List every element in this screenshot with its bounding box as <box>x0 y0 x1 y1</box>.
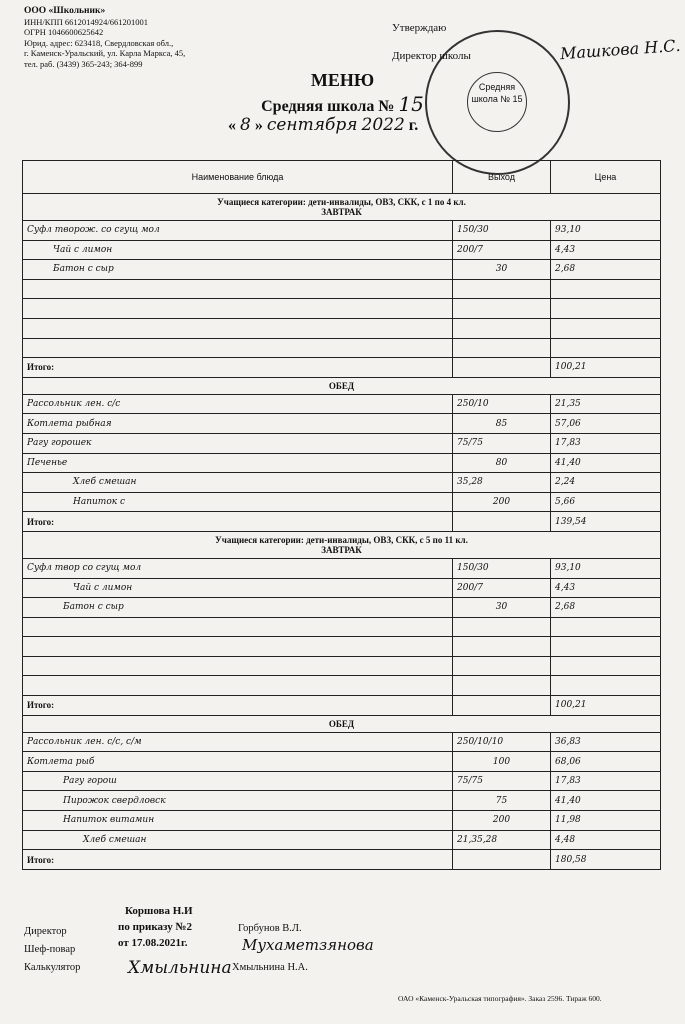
table-row <box>23 240 661 260</box>
menu-table <box>22 160 661 870</box>
table-row <box>23 732 661 752</box>
dish-yield: 200 <box>453 811 551 831</box>
empty-row <box>23 617 661 637</box>
school-line <box>0 92 685 116</box>
dish-yield: 75 <box>453 791 551 811</box>
org-line: Юрид. адрес: 623418, Свердловская обл., <box>24 37 174 48</box>
category-row <box>23 194 661 221</box>
table-row <box>23 260 661 280</box>
org-line: г. Каменск-Уральский, ул. Карла Маркса, 45, <box>24 48 186 58</box>
dish-price: 4,43 <box>551 578 661 598</box>
school-prefix: Средняя школа № <box>261 98 395 115</box>
dish-name: Рассольник лен. с/с <box>23 394 453 414</box>
calculator-name: Хмыльнина Н.А. <box>232 962 308 973</box>
category-cell <box>23 194 661 221</box>
date-day: 8 <box>240 115 251 135</box>
empty-row <box>23 656 661 676</box>
empty-row <box>23 299 661 319</box>
dish-yield: 75/75 <box>453 433 551 453</box>
dish-price: 41,40 <box>551 453 661 473</box>
org-name: ООО «Школьник» <box>24 6 106 16</box>
dish-name: Суфл твор со сгущ мол <box>23 558 453 578</box>
dish-yield: 80 <box>453 453 551 473</box>
meal-row <box>23 377 661 394</box>
dish-name: Хлеб смешан <box>23 830 453 850</box>
approval-label: Утверждаю <box>392 22 447 34</box>
table-row <box>23 771 661 791</box>
dish-price: 4,43 <box>551 240 661 260</box>
total-value: 180,58 <box>551 850 661 870</box>
org-line: ИНН/КПП 6612014924/661201001 <box>24 16 148 27</box>
table-row <box>23 578 661 598</box>
organization-block <box>24 6 185 69</box>
org-line: ОГРН 1046600625642 <box>24 27 104 37</box>
total-label: Итого: <box>23 358 453 378</box>
chef-label: Шеф-повар <box>24 944 76 955</box>
total-label: Итого: <box>23 850 453 870</box>
stamp-order: по приказу №2 <box>118 921 193 933</box>
stamp-date: от 17.08.2021г. <box>118 937 188 949</box>
dish-name: Хлеб смешан <box>23 473 453 493</box>
school-number: 15 <box>398 92 424 116</box>
seal-center-text: Средняя школа № 15 <box>467 72 527 132</box>
dish-yield: 75/75 <box>453 771 551 791</box>
calculator-signature: Хмыльнина <box>128 958 232 978</box>
date-suffix: г. <box>408 117 419 134</box>
total-row <box>23 358 661 378</box>
printer-note: ОАО «Каменск-Уральская типография». Заказ 2596. Тираж 600. <box>398 994 602 1003</box>
category-row <box>23 531 661 558</box>
meal-row <box>23 715 661 732</box>
stamp-name: Коршова Н.И <box>125 905 193 917</box>
dish-yield: 250/10/10 <box>453 732 551 752</box>
empty-row <box>23 338 661 358</box>
meal-title-breakfast: ЗАВТРАК <box>321 544 362 555</box>
dish-price: 41,40 <box>551 791 661 811</box>
dish-name: Рагу горошек <box>23 433 453 453</box>
empty-row <box>23 279 661 299</box>
dish-price: 4,48 <box>551 830 661 850</box>
dish-price: 11,98 <box>551 811 661 831</box>
table-row <box>23 453 661 473</box>
chef-signature: Мухаметзянова <box>242 936 374 954</box>
dish-yield: 35,28 <box>453 473 551 493</box>
col-header-name: Наименование блюда <box>23 161 453 194</box>
dish-name: Котлета рыбная <box>23 414 453 434</box>
total-row <box>23 850 661 870</box>
calculator-label: Калькулятор <box>24 962 81 973</box>
total-label: Итого: <box>23 696 453 716</box>
dish-name: Чай с лимон <box>23 240 453 260</box>
table-row <box>23 492 661 512</box>
total-row <box>23 696 661 716</box>
dish-price: 93,10 <box>551 221 661 241</box>
table-row <box>23 791 661 811</box>
table-row <box>23 433 661 453</box>
director-signature: Машкова Н.С. <box>559 35 682 64</box>
total-value: 139,54 <box>551 512 661 532</box>
empty-row <box>23 676 661 696</box>
date-close-quote: » <box>254 117 263 134</box>
dish-price: 2,24 <box>551 473 661 493</box>
dish-price: 21,35 <box>551 394 661 414</box>
dish-price: 2,68 <box>551 598 661 618</box>
menu-date <box>228 115 418 135</box>
table-row <box>23 394 661 414</box>
dish-name: Пирожок свердловск <box>23 791 453 811</box>
dish-yield: 21,35,28 <box>453 830 551 850</box>
dish-name: Чай с лимон <box>23 578 453 598</box>
table-row <box>23 598 661 618</box>
empty-row <box>23 637 661 657</box>
dish-name: Суфл творож. со сгущ мол <box>23 221 453 241</box>
table-row <box>23 830 661 850</box>
dish-yield: 200 <box>453 492 551 512</box>
date-year: 2022 <box>361 115 405 135</box>
col-header-price: Цена <box>551 161 661 194</box>
dish-price: 2,68 <box>551 260 661 280</box>
table-row <box>23 221 661 241</box>
date-open-quote: « <box>228 117 236 134</box>
dish-name: Напиток витамин <box>23 811 453 831</box>
meal-title-lunch: ОБЕД <box>23 377 661 394</box>
director-name: Горбунов В.Л. <box>238 923 302 934</box>
dish-yield: 100 <box>453 752 551 772</box>
dish-yield: 150/30 <box>453 558 551 578</box>
dish-price: 5,66 <box>551 492 661 512</box>
table-row <box>23 811 661 831</box>
dish-name: Напиток с <box>23 492 453 512</box>
total-value: 100,21 <box>551 358 661 378</box>
empty-row <box>23 318 661 338</box>
dish-price: 17,83 <box>551 433 661 453</box>
dish-price: 93,10 <box>551 558 661 578</box>
dish-yield: 85 <box>453 414 551 434</box>
table-row <box>23 473 661 493</box>
dish-name: Печенье <box>23 453 453 473</box>
dish-name: Рассольник лен. с/с, с/м <box>23 732 453 752</box>
table-header-row <box>23 161 661 194</box>
dish-price: 57,06 <box>551 414 661 434</box>
dish-price: 17,83 <box>551 771 661 791</box>
dish-yield: 30 <box>453 598 551 618</box>
dish-name: Рагу горош <box>23 771 453 791</box>
approval-director-label: Директор школы <box>392 50 471 62</box>
dish-price: 36,83 <box>551 732 661 752</box>
dish-name: Батон с сыр <box>23 260 453 280</box>
total-label: Итого: <box>23 512 453 532</box>
col-header-yield: Выход <box>453 161 551 194</box>
dish-name: Батон с сыр <box>23 598 453 618</box>
category-cell <box>23 531 661 558</box>
total-row <box>23 512 661 532</box>
dish-yield: 250/10 <box>453 394 551 414</box>
meal-title-breakfast: ЗАВТРАК <box>321 207 362 217</box>
dish-yield: 200/7 <box>453 240 551 260</box>
dish-price: 68,06 <box>551 752 661 772</box>
director-label: Директор <box>24 926 67 937</box>
date-month: сентября <box>266 115 358 135</box>
total-value: 100,21 <box>551 696 661 716</box>
page-title: МЕНЮ <box>310 70 375 90</box>
table-row <box>23 558 661 578</box>
table-row <box>23 752 661 772</box>
meal-title-lunch: ОБЕД <box>23 715 661 732</box>
dish-yield: 200/7 <box>453 578 551 598</box>
org-line: тел. раб. (3439) 365-243; 364-899 <box>24 58 143 69</box>
category-title: Учащиеся категории: дети-инвалиды, ОВЗ, СКК, с 5 по 11 кл. <box>215 534 468 545</box>
dish-yield: 30 <box>453 260 551 280</box>
category-title: Учащиеся категории: дети-инвалиды, ОВЗ, СКК, с 1 по 4 кл. <box>217 197 466 207</box>
dish-name: Котлета рыб <box>23 752 453 772</box>
table-row <box>23 414 661 434</box>
dish-yield: 150/30 <box>453 221 551 241</box>
